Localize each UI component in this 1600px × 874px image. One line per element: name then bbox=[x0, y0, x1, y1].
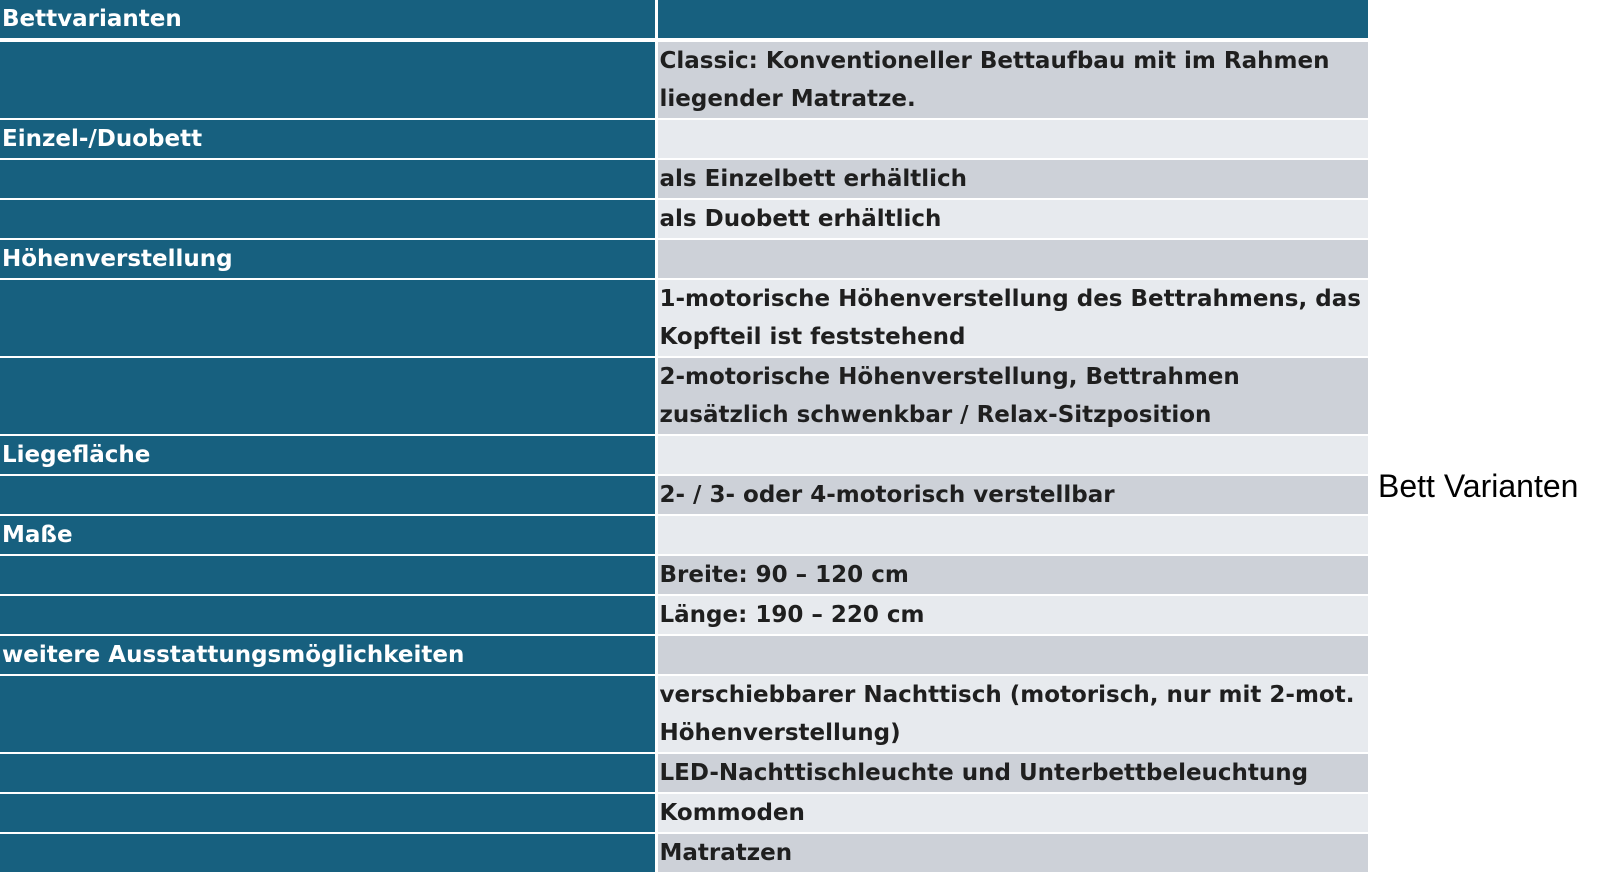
table-row bbox=[0, 833, 1368, 873]
row-label bbox=[0, 793, 656, 833]
row-value: Classic: Konventioneller Bettaufbau mit im Rahmen liegender Matratze. bbox=[656, 40, 1368, 119]
table-row bbox=[0, 675, 1368, 753]
row-label bbox=[0, 357, 656, 435]
row-label bbox=[0, 595, 656, 635]
row-value bbox=[656, 239, 1368, 279]
row-value: verschiebbarer Nachttisch (motorisch, nur mit 2-mot. Höhenverstellung) bbox=[656, 675, 1368, 753]
row-label bbox=[0, 279, 656, 357]
table-row-header bbox=[0, 0, 1368, 40]
table-row bbox=[0, 435, 1368, 475]
row-value: Breite: 90 – 120 cm bbox=[656, 555, 1368, 595]
row-value: 2-motorische Höhenverstellung, Bettrahmen zusätzlich schwenkbar / Relax-Sitzposition bbox=[656, 357, 1368, 435]
row-value bbox=[656, 635, 1368, 675]
side-caption: Bett Varianten bbox=[1378, 468, 1579, 504]
header-label: Bettvarianten bbox=[0, 0, 656, 40]
section-label: Höhenverstellung bbox=[0, 239, 656, 279]
table-row bbox=[0, 40, 1368, 119]
section-label: Maße bbox=[0, 515, 656, 555]
table-row bbox=[0, 357, 1368, 435]
table-row bbox=[0, 515, 1368, 555]
section-label: Einzel-/Duobett bbox=[0, 119, 656, 159]
table-row bbox=[0, 753, 1368, 793]
row-label bbox=[0, 40, 656, 119]
row-label bbox=[0, 833, 656, 873]
row-value: Kommoden bbox=[656, 793, 1368, 833]
row-value bbox=[656, 435, 1368, 475]
row-label bbox=[0, 475, 656, 515]
row-value: Länge: 190 – 220 cm bbox=[656, 595, 1368, 635]
row-value: 2- / 3- oder 4-motorisch verstellbar bbox=[656, 475, 1368, 515]
table-row bbox=[0, 555, 1368, 595]
table-row bbox=[0, 635, 1368, 675]
row-label bbox=[0, 753, 656, 793]
row-label bbox=[0, 199, 656, 239]
row-label bbox=[0, 675, 656, 753]
table-row bbox=[0, 199, 1368, 239]
row-value: 1-motorische Höhenverstellung des Bettrahmens, das Kopfteil ist feststehend bbox=[656, 279, 1368, 357]
row-value: LED-Nachttischleuchte und Unterbettbeleuchtung bbox=[656, 753, 1368, 793]
table-row bbox=[0, 475, 1368, 515]
section-label: Liegefläche bbox=[0, 435, 656, 475]
table-row bbox=[0, 793, 1368, 833]
row-value: als Duobett erhältlich bbox=[656, 199, 1368, 239]
table-row bbox=[0, 239, 1368, 279]
header-value bbox=[656, 0, 1368, 40]
row-label bbox=[0, 555, 656, 595]
table-row bbox=[0, 119, 1368, 159]
table-row bbox=[0, 595, 1368, 635]
row-value: als Einzelbett erhältlich bbox=[656, 159, 1368, 199]
row-value: Matratzen bbox=[656, 833, 1368, 873]
row-value bbox=[656, 515, 1368, 555]
row-label bbox=[0, 159, 656, 199]
table-row bbox=[0, 279, 1368, 357]
section-label: weitere Ausstattungsmöglichkeiten bbox=[0, 635, 656, 675]
row-value bbox=[656, 119, 1368, 159]
table-row bbox=[0, 159, 1368, 199]
